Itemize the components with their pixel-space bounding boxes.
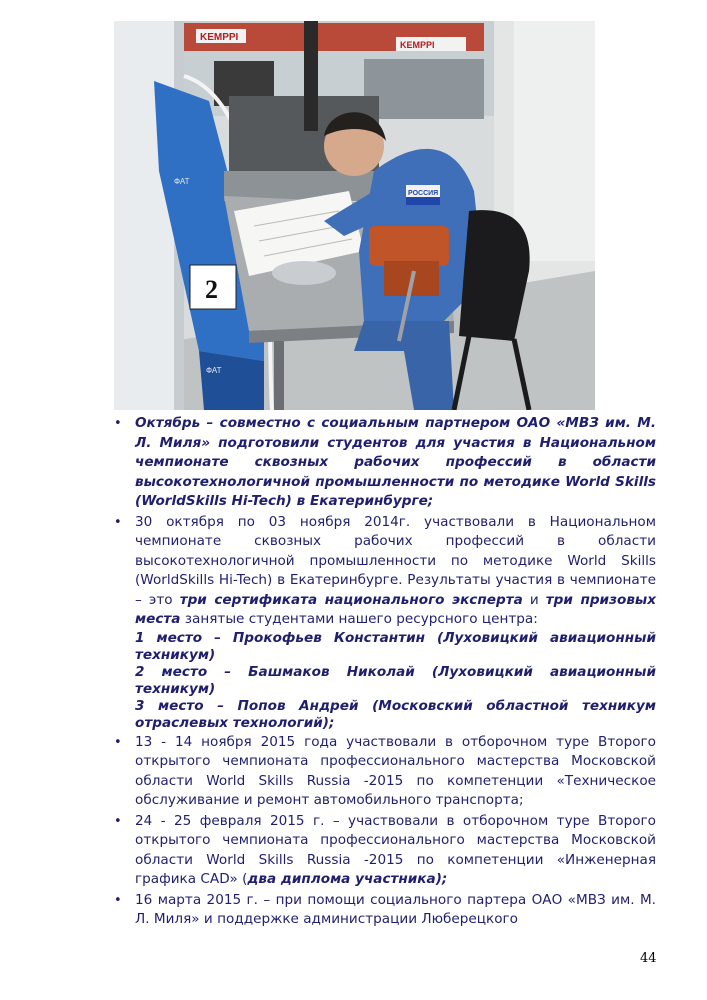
item-text: Октябрь – совместно с социальным партнером ОАО «МВЗ им. М. Л. Миля» подготовили студентов для участия в Национальном чемпионате сквозных рабочих профессий в области высокотехнологичной промышленности по методике World Skills (WorldSkills Hi-Tech) в Екатеринбурге; — [135, 415, 656, 509]
banner-right-text: KEMPPI — [400, 40, 435, 50]
list-item — [114, 513, 656, 732]
place-2: 2 место – Башмаков Николай (Луховицкий авиационный техникум) — [135, 663, 656, 697]
item-text: 30 октября по 03 ноября 2014г. участвовали в Национальном чемпионате сквозных рабочих профессий в области высокотехнологичной промышленности по методике World Skills (WorldSkills Hi-Tech) в Екатеринбурге. Результаты участия в чемпионате – это — [135, 513, 656, 608]
bullet-icon: • — [114, 734, 122, 750]
item-emphasis: три призовых места — [135, 591, 656, 627]
document-body — [114, 414, 656, 930]
sticker-2: ФАТ — [206, 366, 222, 375]
item-text: ); — [435, 871, 448, 887]
bullet-icon: • — [114, 514, 122, 530]
item-text: 13 - 14 ноября 2015 года участвовали в отборочном туре Второго открытого чемпионата профессионального мастерства Московской области World Skills Russia -2015 по компетенции «Техническое обслуживание и ремонт автомобильного транспорта; — [135, 733, 656, 808]
item-text: занятые студентами нашего ресурсного центра: — [180, 611, 538, 627]
bullet-icon: • — [114, 813, 122, 829]
place-3: 3 место – Попов Андрей (Московский областной техникум отраслевых технологий); — [135, 697, 656, 731]
station-number: 2 — [205, 275, 218, 304]
list-item — [114, 414, 656, 512]
banner-left-text: KEMPPI — [200, 32, 239, 43]
patch-text: РОССИЯ — [408, 190, 439, 197]
sticker-1: ФАТ — [174, 177, 190, 186]
bullet-list — [114, 414, 656, 930]
list-item — [114, 812, 656, 890]
item-paragraph — [135, 513, 656, 630]
bullet-icon: • — [114, 892, 122, 908]
list-item — [114, 891, 656, 930]
item-text: 24 - 25 февраля 2015 г. – участвовали в отборочном туре Второго открытого чемпионата профессионального мастерства Московской области World Skills Russia -2015 по компетенции «Инженерная графика CAD» ( — [135, 812, 656, 887]
item-paragraph — [135, 812, 656, 890]
item-text: и — [522, 591, 546, 608]
item-emphasis: два диплома участника — [247, 871, 436, 887]
item-text: 16 марта 2015 г. – при помощи социального партера ОАО «МВЗ им. М. Л. Миля» и поддержке администрации Люберецкого — [135, 891, 656, 927]
workshop-photo — [114, 21, 595, 410]
item-emphasis: три сертификата национального эксперта — [179, 591, 523, 608]
list-item — [114, 733, 656, 811]
bullet-icon: • — [114, 416, 122, 431]
place-1: 1 место – Прокофьев Константин (Луховицкий авиационный техникум) — [135, 629, 656, 663]
page-number: 44 — [640, 951, 657, 966]
